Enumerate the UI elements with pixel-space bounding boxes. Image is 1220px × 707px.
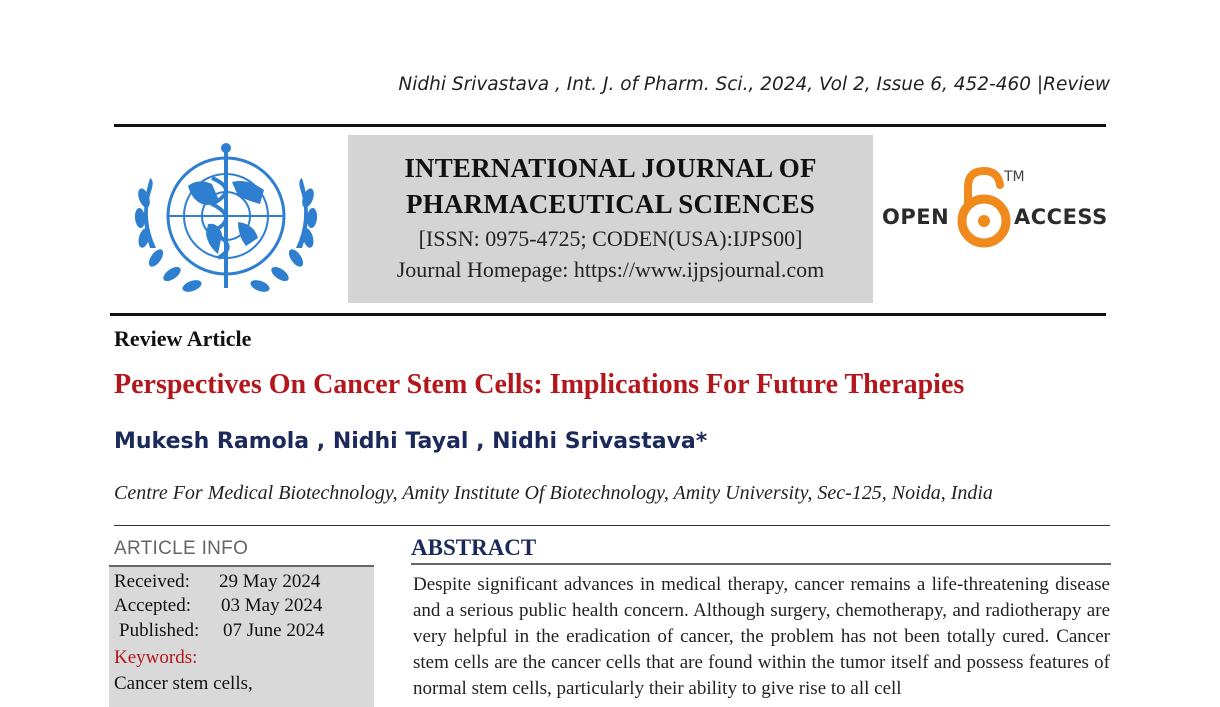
journal-title-line1: INTERNATIONAL JOURNAL OF (404, 153, 817, 183)
accepted-label: Accepted: (114, 595, 192, 616)
article-info-box (109, 565, 374, 707)
accepted-row (114, 595, 323, 617)
journal-title-line2: PHARMACEUTICAL SCIENCES (406, 189, 815, 219)
published-value: 07 June 2024 (223, 620, 325, 641)
received-row (114, 571, 321, 593)
accepted-value: 03 May 2024 (221, 595, 323, 616)
article-info-heading: ARTICLE INFO (114, 538, 249, 559)
header-bottom-rule (110, 313, 1106, 316)
keyword-item: Cancer stem cells, (114, 673, 253, 694)
journal-banner (348, 135, 873, 303)
open-access-logo (880, 165, 1106, 255)
paper-authors: Mukesh Ramola , Nidhi Tayal , Nidhi Srivastava* (114, 429, 708, 454)
abstract-rule (411, 563, 1111, 565)
paper-affiliation: Centre For Medical Biotechnology, Amity Institute Of Biotechnology, Amity University, Sec-125, Noida, India (114, 482, 993, 504)
keywords-label: Keywords: (114, 647, 198, 668)
article-type: Review Article (114, 326, 252, 351)
published-row (119, 620, 325, 642)
running-head: Nidhi Srivastava , Int. J. of Pharm. Sci., 2024, Vol 2, Issue 6, 452-460 |Review (398, 74, 1110, 95)
globe-caduceus-emblem-icon (128, 138, 324, 304)
paper-title: Perspectives On Cancer Stem Cells: Implications For Future Therapies (114, 369, 965, 400)
affiliation-rule (114, 525, 1110, 526)
journal-issn: [ISSN: 0975-4725; CODEN(USA):IJPS00] (418, 226, 803, 251)
open-access-access-text: ACCESS (1014, 205, 1108, 229)
open-access-tm: TM (1004, 169, 1025, 185)
header-top-rule (114, 124, 1106, 127)
abstract-heading: ABSTRACT (411, 535, 537, 560)
published-label: Published: (119, 620, 200, 641)
open-access-open-text: OPEN (882, 205, 950, 229)
journal-homepage: Journal Homepage: https://www.ijpsjournal.com (396, 257, 825, 282)
abstract-text: Despite significant advances in medical therapy, cancer remains a life-threatening disease and a serious public health concern. Although surgery, chemotherapy, and radiotherapy are very helpful in the eradication of cancer, the problem has not been totally cured. Cancer stem cells are the cancer cells that are found within the tumor itself and possess features of normal stem cells, particularly their ability to give rise to all cell (413, 574, 1110, 699)
received-label: Received: (114, 571, 190, 592)
received-value: 29 May 2024 (219, 571, 321, 592)
